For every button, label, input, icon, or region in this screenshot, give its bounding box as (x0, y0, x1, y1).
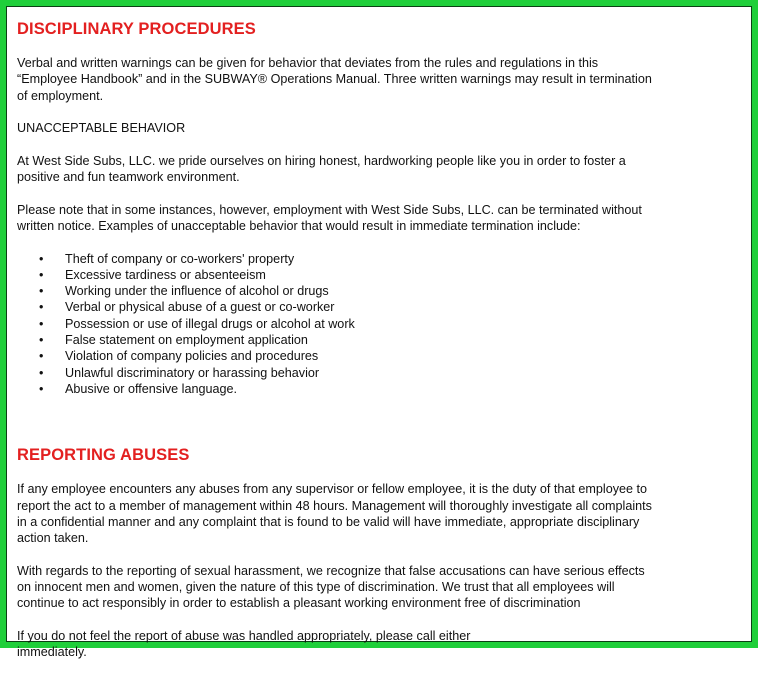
paragraph-line: report the act to a member of management within 48 hours. Management will thoroughly investigate all complaints (17, 498, 652, 513)
harassment-paragraph (17, 563, 717, 612)
bullet-icon: • (39, 316, 44, 331)
list-item-text: Abusive or offensive language. (65, 381, 238, 396)
list-item-text: Unlawful discriminatory or harassing behavior (65, 365, 320, 380)
list-item-text: Theft of company or co-workers' property (65, 251, 295, 266)
bullet-icon: • (39, 349, 44, 364)
bullet-icon: • (39, 333, 44, 348)
list-item (17, 299, 717, 315)
bullet-icon: • (39, 300, 44, 315)
list-item-text: Verbal or physical abuse of a guest or co-worker (65, 300, 335, 315)
paragraph-line: on innocent men and women, given the nature of this type of discrimination. We trust that all employees will (17, 580, 615, 595)
paragraph-line: “Employee Handbook” and in the SUBWAY® Operations Manual. Three written warnings may result in termination (17, 72, 652, 87)
list-item-text: Possession or use of illegal drugs or alcohol at work (65, 316, 355, 331)
document-body (17, 19, 717, 677)
list-item (17, 283, 717, 299)
bullet-icon: • (39, 267, 44, 282)
paragraph-line: If you do not feel the report of abuse was handled appropriately, please call either (17, 628, 471, 643)
list-item (17, 267, 717, 283)
list-item-text: Working under the influence of alcohol or drugs (65, 284, 329, 299)
list-item (17, 381, 717, 397)
warnings-paragraph (17, 55, 717, 104)
bullet-icon: • (39, 284, 44, 299)
reporting-duty-paragraph (17, 481, 717, 546)
list-item (17, 316, 717, 332)
paragraph-line: At West Side Subs, LLC. we pride ourselves on hiring honest, hardworking people like you in order to foster a (17, 153, 626, 168)
paragraph-line: Verbal and written warnings can be given for behavior that deviates from the rules and regulations in this (17, 56, 599, 70)
paragraph-line: in a confidential manner and any complaint that is found to be valid will have immediate, appropriate disciplinary (17, 514, 640, 529)
unacceptable-behavior-list (17, 251, 717, 398)
list-item-text: Violation of company policies and procedures (65, 349, 319, 364)
paragraph-line: If any employee encounters any abuses from any supervisor or fellow employee, it is the duty of that employee to (17, 482, 648, 497)
list-item-text: Excessive tardiness or absenteeism (65, 267, 266, 282)
list-item (17, 251, 717, 267)
unacceptable-behavior-subheading: UNACCEPTABLE BEHAVIOR (17, 121, 186, 136)
list-item (17, 365, 717, 381)
list-item (17, 332, 717, 348)
paragraph-line: With regards to the reporting of sexual harassment, we recognize that false accusations can have serious effects (17, 563, 645, 578)
paragraph-line: continue to act responsibly in order to establish a pleasant working environment free of discrimination (17, 596, 581, 611)
pride-paragraph (17, 153, 717, 186)
bullet-icon: • (39, 251, 44, 266)
paragraph-line: action taken. (17, 531, 89, 546)
bullet-icon: • (39, 365, 44, 380)
termination-note-paragraph (17, 202, 717, 235)
reporting-abuses-heading: REPORTING ABUSES (17, 446, 190, 465)
disciplinary-procedures-heading: DISCIPLINARY PROCEDURES (17, 20, 256, 38)
paragraph-line: positive and fun teamwork environment. (17, 170, 240, 185)
list-item (17, 348, 717, 364)
bullet-icon: • (39, 381, 44, 396)
paragraph-line: written notice. Examples of unacceptable behavior that would result in immediate termination include: (17, 218, 581, 233)
escalation-paragraph (17, 628, 717, 661)
paragraph-line: immediately. (17, 645, 87, 660)
paragraph-line: Please note that in some instances, however, employment with West Side Subs, LLC. can be terminated without (17, 202, 642, 217)
list-item-text: False statement on employment application (65, 333, 308, 348)
paragraph-line: of employment. (17, 88, 104, 103)
document-page (6, 6, 752, 660)
